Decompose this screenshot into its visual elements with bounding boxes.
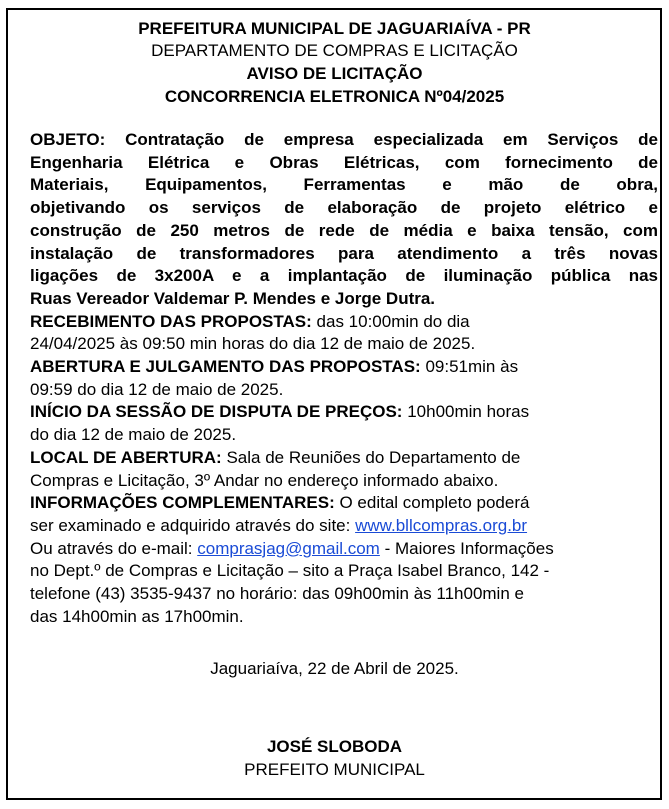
recebimento-text: das 10:00min do dia [316, 311, 470, 331]
local-section [30, 447, 658, 492]
municipality-title: PREFEITURA MUNICIPAL DE JAGUARIAÍVA - PR [138, 19, 531, 38]
abertura-label: ABERTURA E JULGAMENTO DAS PROPOSTAS: [30, 357, 421, 377]
abertura-section [30, 356, 658, 401]
informacoes-text: das 14h00min as 17h00min. [30, 606, 244, 626]
email-link[interactable]: comprasjag@gmail.com [197, 538, 380, 558]
signatory-name: JOSÉ SLOBODA [266, 737, 403, 756]
inicio-section [30, 401, 658, 446]
informacoes-text: ser examinado e adquirido através do site: [30, 515, 351, 535]
signatory-role: PREFEITO MUNICIPAL [244, 760, 425, 779]
objeto-line: instalação de transformadores para atendimento a três novas [30, 243, 658, 263]
abertura-text: 09:51min às [425, 357, 519, 377]
informacoes-text: - Maiores Informações [384, 538, 554, 558]
objeto-section [30, 129, 658, 311]
recebimento-text: 24/04/2025 às 09:50 min horas do dia 12 de maio de 2025. [30, 334, 476, 354]
objeto-line: objetivando os serviços de elaboração de projeto elétrico e [30, 198, 658, 218]
inicio-text: do dia 12 de maio de 2025. [30, 425, 237, 445]
informacoes-section [30, 492, 658, 628]
objeto-label: OBJETO: [30, 130, 106, 149]
recebimento-section [30, 311, 658, 356]
informacoes-text: no Dept.º de Compras e Licitação – sito a Praça Isabel Branco, 142 - [30, 561, 550, 581]
recebimento-label: RECEBIMENTO DAS PROPOSTAS: [30, 311, 312, 331]
objeto-line: ligações de 3x200A e a implantação de iluminação pública nas [30, 266, 658, 286]
objeto-line: Ruas Vereador Valdemar P. Mendes e Jorge Dutra. [30, 288, 436, 308]
local-text: Compras e Licitação, 3º Andar no endereço informado abaixo. [30, 470, 499, 490]
bid-number: CONCORRENCIA ELETRONICA Nº04/2025 [164, 87, 505, 106]
objeto-line: Engenharia Elétrica e Obras Elétricas, com fornecimento de [30, 152, 658, 172]
informacoes-text: O edital completo poderá [339, 493, 530, 513]
informacoes-text: telefone (43) 3535-9437 no horário: das 09h00min às 11h00min e [30, 584, 524, 604]
objeto-line: Contratação de empresa especializada em Serviços de [125, 130, 658, 149]
informacoes-label: INFORMAÇÕES COMPLEMENTARES: [30, 493, 335, 513]
site-link[interactable]: www.bllcompras.org.br [355, 515, 528, 535]
local-label: LOCAL DE ABERTURA: [30, 447, 222, 467]
inicio-text: 10h00min horas [407, 402, 530, 422]
place-date: Jaguariaíva, 22 de Abril de 2025. [210, 659, 459, 678]
inicio-label: INÍCIO DA SESSÃO DE DISPUTA DE PREÇOS: [30, 402, 403, 422]
abertura-text: 09:59 do dia 12 de maio de 2025. [30, 379, 284, 399]
notice-title: AVISO DE LICITAÇÃO [246, 64, 423, 83]
objeto-line: Materiais, Equipamentos, Ferramentas e mão de obra, [30, 175, 658, 195]
local-text: Sala de Reuniões do Departamento de [226, 447, 521, 467]
informacoes-text: Ou através do e-mail: [30, 538, 193, 558]
notice-body [30, 129, 658, 628]
department-title: DEPARTAMENTO DE COMPRAS E LICITAÇÃO [151, 41, 518, 60]
objeto-line: construção de 250 metros de rede de média e baixa tensão, com [30, 220, 658, 240]
